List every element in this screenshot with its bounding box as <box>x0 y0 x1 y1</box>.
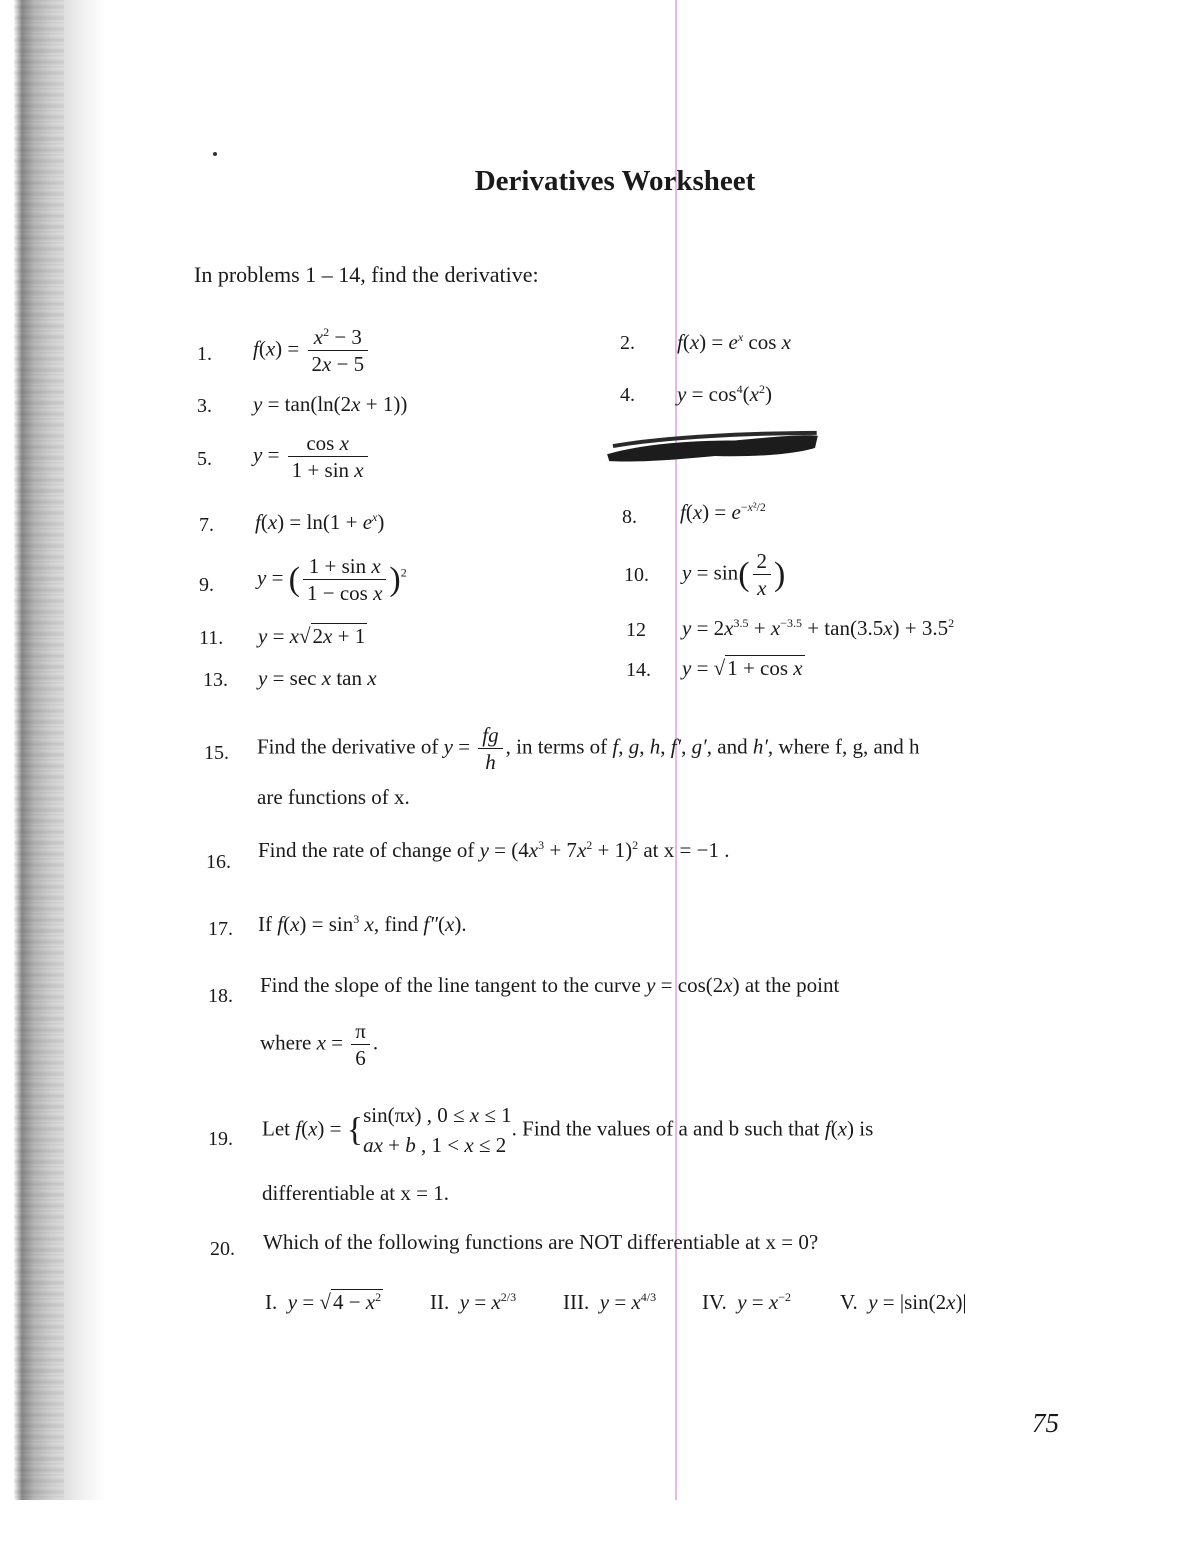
choice-1: I. $y = √4 - x^2$ <box>265 1290 382 1314</box>
expression-2: $f(x) = e^x$ cos x <box>677 330 791 354</box>
dust-speck <box>213 152 217 156</box>
problem-number-18: 18. <box>208 985 233 1007</box>
expression-11: y = x√2x + 1 <box>258 624 366 648</box>
choice-label-iii: III. <box>563 1290 590 1314</box>
expression-10: y = sin( $\frac{2}{x}$ ) <box>682 549 786 601</box>
problem-16-text: Find the rate of change of <box>258 838 475 862</box>
problem-number-15: 15. <box>204 742 229 764</box>
choice-label-ii: II. <box>430 1290 450 1314</box>
worksheet-title: Derivatives Worksheet <box>474 165 756 197</box>
problem-16-line: Find the rate of change of $y = (4x^3 + 7x^2 + 1)^2$ at x = −1 . <box>258 838 730 862</box>
problem-17-text-2: , find <box>373 912 419 936</box>
problem-19-text: . Find the values of a and b such that <box>511 1116 820 1141</box>
problem-17-line: If $f(x) = \sin^3 x$, find f″(x). <box>258 912 467 936</box>
problem-number-5: 5. <box>197 448 212 470</box>
problem-number-20: 20. <box>210 1238 235 1260</box>
expression-13: y = sec x tan x <box>258 666 377 690</box>
expression-14: y = √1 + cos x <box>682 656 803 680</box>
choice-2: II. $y = x^{2/3}$ <box>430 1290 517 1314</box>
page-number: 75 <box>1032 1408 1059 1438</box>
problem-15-line-2: are functions of x. <box>257 785 410 809</box>
problem-18-line-2: where x = $\frac{\pi}{6}$ . <box>260 1019 379 1071</box>
expression-12: $y = 2x^{3.5} + x^{-3.5} + \tan(3.5x) + 3.5^2$ <box>682 616 955 640</box>
problem-19-let: Let <box>262 1116 290 1141</box>
problem-18-text: Find the slope of the line tangent to the curve <box>260 973 641 997</box>
problem-19-line-2: differentiable at x = 1. <box>262 1181 449 1205</box>
choice-label-iv: IV. <box>702 1290 727 1314</box>
problem-number-12: 12 <box>626 619 646 641</box>
problem-number-16: 16. <box>206 851 231 873</box>
problem-number-14: 14. <box>626 659 651 681</box>
expression-1: f(x) = $\frac{x^2 - 3}{2x - 5}$ <box>253 324 371 378</box>
choice-3: III. $y = x^{4/3}$ <box>563 1290 657 1314</box>
problem-15-text-2: , in terms of <box>505 734 608 759</box>
problem-number-8: 8. <box>622 506 637 528</box>
problem-15-and: and <box>717 734 748 759</box>
scan-shadow-edge <box>0 0 105 1500</box>
expression-3: y = tan(ln(2x + 1)) <box>253 392 408 416</box>
problem-20-text: Which of the following functions are NOT differentiable at x = 0? <box>263 1230 819 1254</box>
problem-number-13: 13. <box>203 669 228 691</box>
expression-4: $y = \cos^4(x^2)$ <box>677 382 772 406</box>
problem-number-3: 3. <box>197 395 212 417</box>
problem-number-4: 4. <box>620 384 635 406</box>
problem-17-text: If <box>258 912 272 936</box>
problem-18-text-2: at the point <box>744 973 840 997</box>
choice-label-v: V. <box>840 1290 858 1314</box>
problem-15-text-3: , where f, g, and h <box>767 734 920 759</box>
choice-4: IV. $y = x^{-2}$ <box>702 1290 791 1314</box>
problem-number-10: 10. <box>624 564 649 586</box>
instructions: In problems 1 – 14, find the derivative: <box>194 262 539 287</box>
problem-18-where: where <box>260 1030 312 1055</box>
problem-number-2: 2. <box>620 332 635 354</box>
problem-number-19: 19. <box>208 1128 233 1150</box>
fraction-fg-over-h: $\frac{fg}{h}$ <box>478 722 502 776</box>
problem-15-line-1: Find the derivative of y = $\frac{fg}{h}$ , in terms of f, g, h, f′, g′, and h′, where f, g, and h <box>257 723 920 775</box>
problem-number-7: 7. <box>199 514 214 536</box>
problem-16-text-2: at x = −1 . <box>643 838 730 862</box>
expression-5: y = $\frac{\text{cos x}}{\text{1 + sin x}}$ <box>253 430 371 484</box>
problem-number-11: 11. <box>199 627 224 649</box>
problem-18-line-1: Find the slope of the line tangent to the curve y = cos(2x) at the point <box>260 973 840 997</box>
problem-number-9: 9. <box>199 574 214 596</box>
problem-19-is: is <box>859 1116 874 1141</box>
choice-5: V. y = |sin(2x)| <box>840 1290 967 1314</box>
problem-19-line-1: Let f(x) = { sin(πx) , 0 ≤ x ≤ 1 ax + b , 1 < x ≤ 2 . Find the values of a and b such that f(x) is <box>262 1103 874 1158</box>
expression-8: $f(x) = e^{-x^2/2}$ <box>680 500 766 524</box>
expression-7: $f(x) = \ln(1 + e^x)$ <box>255 510 385 534</box>
problem-number-1: 1. <box>197 343 212 365</box>
problem-15-text: Find the derivative of <box>257 734 439 759</box>
expression-9: y = ( $\frac{\text{1 + sin x}}{\text{1 − cos x}}$ )$^2$ <box>257 554 407 606</box>
redaction-marker-scribble <box>605 430 821 464</box>
problem-number-17: 17. <box>208 918 233 940</box>
choice-label-i: I. <box>265 1290 278 1314</box>
